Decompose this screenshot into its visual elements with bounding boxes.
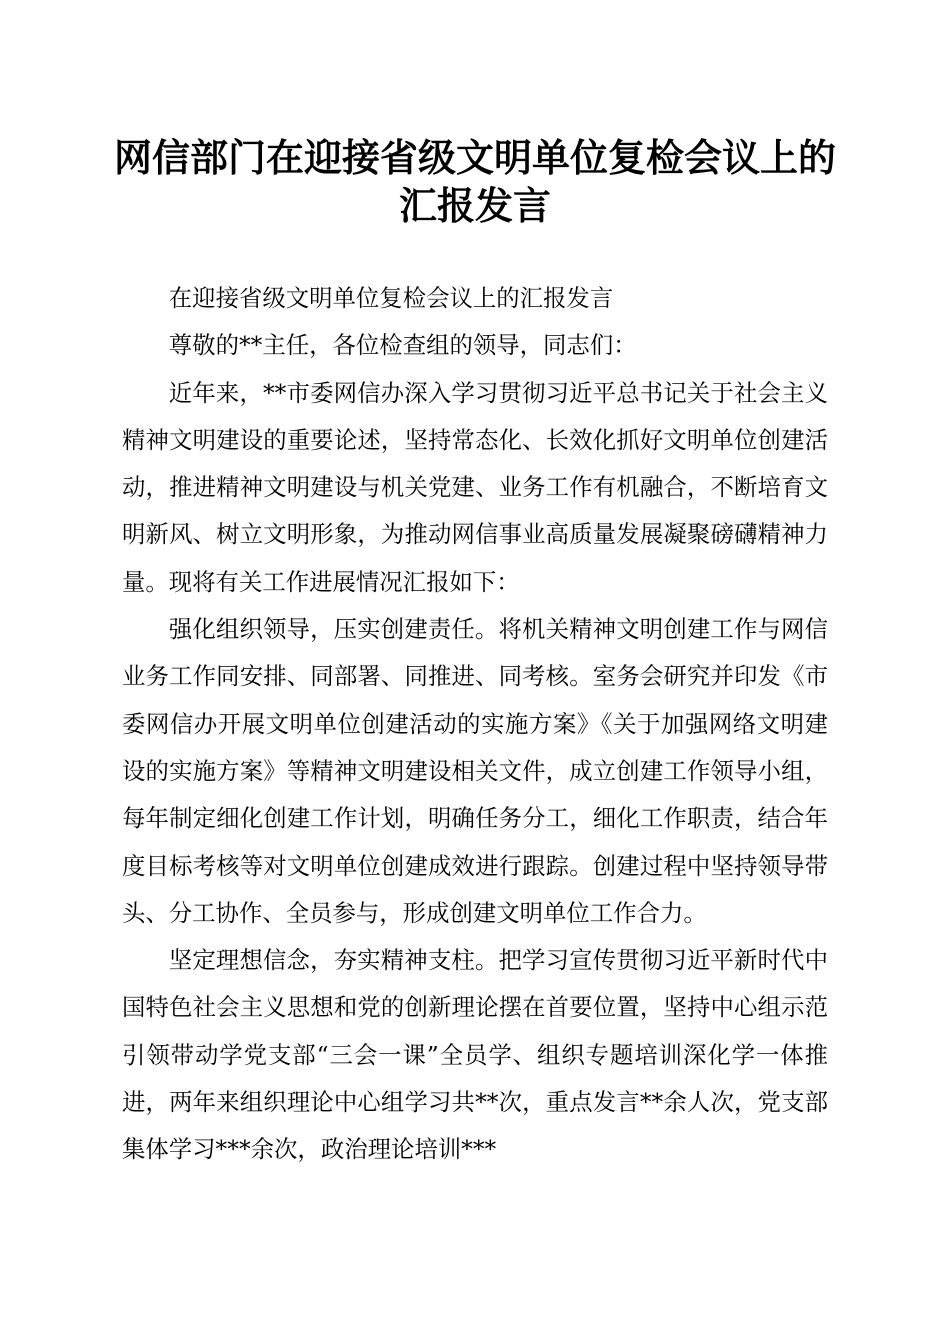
paragraph-intro: 近年来，**市委网信办深入学习贯彻习近平总书记关于社会主义精神文明建设的重要论述，坚持常态化、长效化抓好文明单位创建活动，推进精神文明建设与机关党建、业务工作有机融合，不断培育文明新风、树立文明形象，为推动网信事业高质量发展凝聚磅礴精神力量。现将有关工作进展情况汇报如下：	[122, 378, 828, 596]
paragraph-subtitle: 在迎接省级文明单位复检会议上的汇报发言	[168, 284, 614, 312]
document-body	[122, 275, 828, 1174]
paragraph-ideals: 坚定理想信念，夯实精神支柱。把学习宣传贯彻习近平新时代中国特色社会主义思想和党的创新理论摆在首要位置，坚持中心组示范引领带动学党支部“三会一课”全员学、组织专题培训深化学一体推进，两年来组织理论中心组学习共**次，重点发言**余人次，党支部集体学习***余次，政治理论培训***	[122, 946, 828, 1164]
document-title: 网信部门在迎接省级文明单位复检会议上的汇报发言	[113, 135, 836, 228]
paragraph-organization: 强化组织领导，压实创建责任。将机关精神文明创建工作与网信业务工作同安排、同部署、同推进、同考核。室务会研究并印发《市委网信办开展文明单位创建活动的实施方案》《关于加强网络文明建设的实施方案》等精神文明建设相关文件，成立创建工作领导小组，每年制定细化创建工作计划，明确任务分工，细化工作职责，结合年度目标考核等对文明单位创建成效进行跟踪。创建过程中坚持领导带头、分工协作、全员参与，形成创建文明单位工作合力。	[122, 615, 828, 927]
paragraph-salutation: 尊敬的**主任，各位检查组的领导，同志们：	[168, 331, 637, 360]
